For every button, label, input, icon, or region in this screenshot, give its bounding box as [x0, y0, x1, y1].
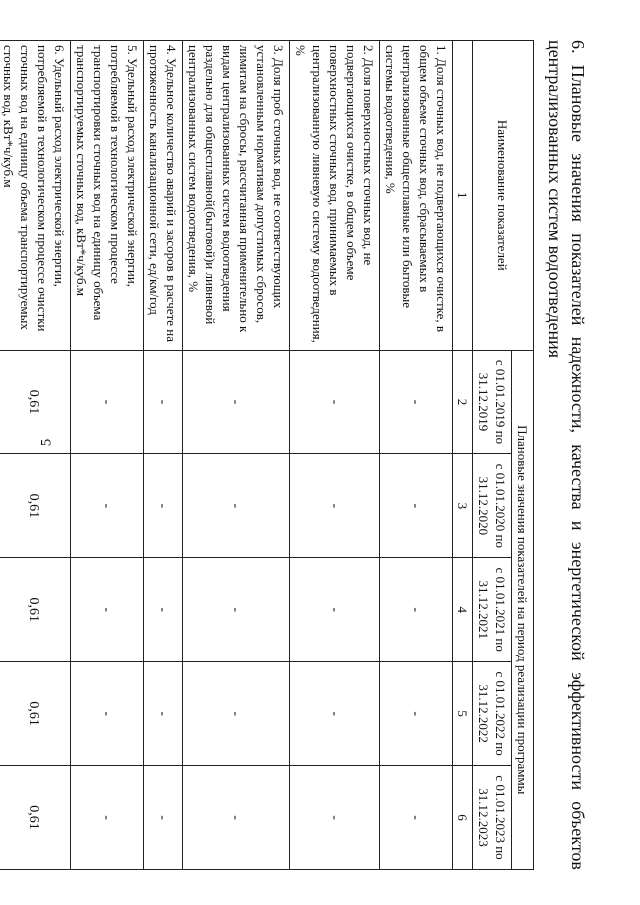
- header-period: с 01.01.2023 по 31.12.2023: [473, 766, 512, 870]
- title-word: качества: [568, 444, 588, 510]
- indicator-name: 6. Удельный расход электрической энергии, потребляемой в технологическом процессе очистки сточных вод на единицу объема транспортируемых сточных вод, кВт*ч/куб.м: [0, 41, 71, 351]
- indicator-value: -: [380, 350, 453, 454]
- indicator-value: -: [144, 766, 183, 870]
- indicator-value: -: [380, 454, 453, 558]
- header-period: с 01.01.2021 по 31.12.2021: [473, 558, 512, 662]
- indicator-value: -: [380, 662, 453, 766]
- indicator-value: -: [290, 454, 380, 558]
- title-word: эффективности: [568, 672, 588, 790]
- indicator-value: -: [290, 766, 380, 870]
- header-period: с 01.01.2019 по 31.12.2019: [473, 350, 512, 454]
- page-number: 5: [38, 438, 55, 447]
- header-period: с 01.01.2020 по 31.12.2020: [473, 454, 512, 558]
- indicator-name: 3. Доля проб сточных вод, не соответствующих установленным нормативам допустимых сбросов, лимитам на сбросы, рассчитанная применительно к видам централизованных систем водоотведения раздельно для общесплавной(бытовой)и ливневой централизованных систем водоотведения, %: [183, 41, 290, 351]
- column-number: 5: [453, 662, 473, 766]
- title-word: показателей: [568, 233, 588, 326]
- column-number: 3: [453, 454, 473, 558]
- indicator-name: 5. Удельный расход электрической энергии, потребляемой в технологическом процессе транспортировки сточных вод на единицу объема транспортируемых сточных вод, кВт*ч/куб.м: [71, 41, 144, 351]
- indicator-value: -: [71, 558, 144, 662]
- indicator-value: -: [183, 454, 290, 558]
- title-word: и: [568, 520, 588, 531]
- indicator-value: -: [71, 350, 144, 454]
- title-word: значения: [568, 153, 588, 222]
- column-number: 1: [453, 41, 473, 351]
- indicator-value: -: [290, 350, 380, 454]
- indicator-value: -: [380, 766, 453, 870]
- indicator-value: 0,61: [0, 350, 71, 454]
- title-word: надежности,: [568, 336, 588, 433]
- indicator-value: -: [290, 558, 380, 662]
- indicator-value: -: [144, 350, 183, 454]
- indicator-value: -: [71, 454, 144, 558]
- indicator-value: -: [290, 662, 380, 766]
- section-title-line1: [566, 40, 590, 870]
- title-word: 6.: [568, 40, 588, 54]
- header-name: Наименование показателей: [473, 41, 534, 351]
- header-period: с 01.01.2022 по 31.12.2022: [473, 662, 512, 766]
- header-group: Плановые значения показателей на период реализации программы: [512, 350, 534, 869]
- table-row: [380, 41, 453, 870]
- indicator-name: 4. Удельное количество аварий и засоров в расчете на протяженность канализационной сети, ед/км/год: [144, 41, 183, 351]
- rotated-page-content: [1, 40, 590, 870]
- indicator-value: 0,61: [0, 662, 71, 766]
- indicator-value: -: [71, 766, 144, 870]
- section-title: [544, 40, 590, 870]
- title-word: Плановые: [568, 64, 588, 142]
- indicators-table: [0, 40, 534, 870]
- indicator-value: 0,61: [0, 558, 71, 662]
- indicator-value: 0,61: [0, 766, 71, 870]
- indicator-value: -: [183, 350, 290, 454]
- table-row: [144, 41, 183, 870]
- indicator-value: -: [144, 558, 183, 662]
- indicator-value: 0,61: [0, 454, 71, 558]
- indicator-value: -: [380, 558, 453, 662]
- indicator-name: 1. Доля сточных вод, не подвергающихся очистке, в общем объеме сточных вод, сбрасываемых в централизованные общесплавные или бытовые системы водоотведения, %: [380, 41, 453, 351]
- indicator-value: -: [144, 662, 183, 766]
- table-row: [71, 41, 144, 870]
- indicator-value: -: [183, 662, 290, 766]
- column-number: 6: [453, 766, 473, 870]
- indicator-value: -: [71, 662, 144, 766]
- column-number: 4: [453, 558, 473, 662]
- indicator-value: -: [183, 766, 290, 870]
- column-number: 2: [453, 350, 473, 454]
- section-title-line2: централизованных систем водоотведения: [545, 40, 565, 359]
- table-row: [0, 41, 71, 870]
- indicator-name: 2. Доля поверхностных сточных вод, не подвергающихся очистке, в общем объеме поверхностных сточных вод, принимаемых в централизованную ливневую систему водоотведения, %: [290, 41, 380, 351]
- table-row: [183, 41, 290, 870]
- table-row: [290, 41, 380, 870]
- title-word: энергетической: [568, 541, 588, 661]
- indicator-value: -: [183, 558, 290, 662]
- indicator-value: -: [144, 454, 183, 558]
- title-word: объектов: [568, 801, 588, 870]
